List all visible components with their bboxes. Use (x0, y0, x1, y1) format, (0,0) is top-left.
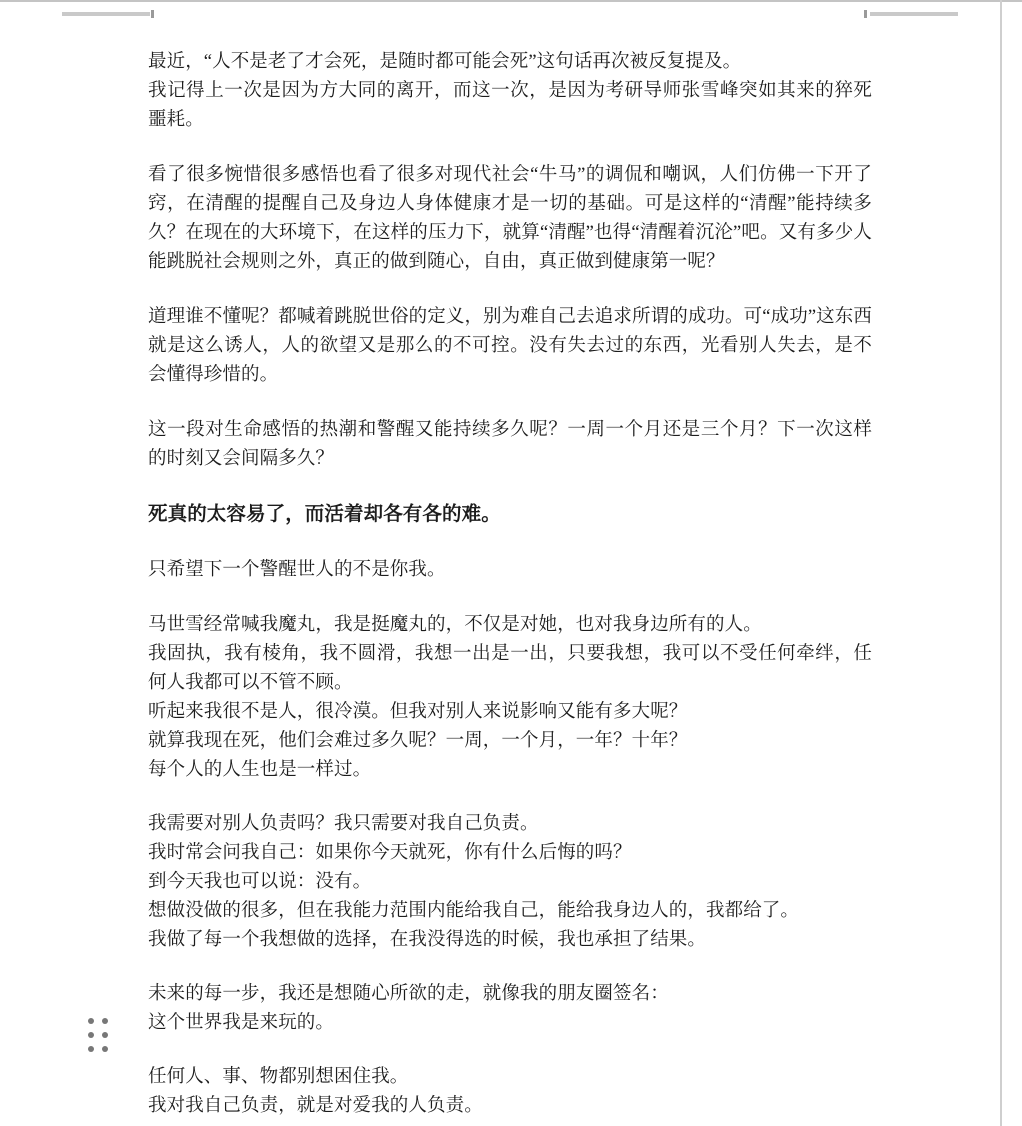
paragraph (148, 48, 872, 135)
grip-dot (102, 1018, 108, 1024)
document-text-body[interactable] (148, 48, 872, 1121)
text-line: 每个人的人生也是一样过。 (148, 760, 372, 780)
paragraph-emphasis (148, 500, 872, 529)
text-line: 任何人、事、物都别想困住我。 (148, 1067, 409, 1087)
margin-marker-bar (870, 12, 958, 16)
text-line: 想做没做的很多，但在我能力范围内能给我自己，能给我身边人的，我都给了。 (148, 901, 800, 921)
grip-dot (88, 1046, 94, 1052)
grip-dot (102, 1032, 108, 1038)
paragraph (148, 611, 872, 785)
text-line: 马世雪经常喊我魔丸，我是挺魔丸的，不仅是对她，也对我身边所有的人。 (148, 615, 762, 635)
paragraph (148, 416, 872, 474)
grip-dot (102, 1046, 108, 1052)
text-line: 我做了每一个我想做的选择，在我没得选的时候，我也承担了结果。 (148, 930, 707, 950)
text-line: 就算我现在死，他们会难过多久呢？一周，一个月，一年？十年？ (148, 731, 688, 751)
drag-handle-icon[interactable] (88, 1018, 110, 1052)
text-line: 只希望下一个警醒世人的不是你我。 (148, 560, 446, 580)
text-line: 我需要对别人负责吗？我只需要对我自己负责。 (148, 814, 539, 834)
text-line: 看了很多惋惜很多感悟也看了很多对现代社会“牛马”的调侃和嘲讽，人们仿佛一下开了窍，在清醒的提醒自己及身边人身体健康才是一切的基础。可是这样的“清醒”能持续多久？在现在的大环境下，在这样的压力下，就算“清醒”也得“清醒着沉沦”吧。又有多少人能跳脱社会规则之外，真正的做到随心，自由，真正做到健康第一呢？ (148, 165, 872, 272)
text-line: 我对我自己负责，就是对爱我的人负责。 (148, 1096, 483, 1116)
paragraph (148, 303, 872, 390)
text-line: 我记得上一次是因为方大同的离开，而这一次，是因为考研导师张雪峰突如其来的猝死噩耗。 (148, 81, 872, 130)
margin-marker-tick (151, 10, 154, 18)
text-line: 听起来我很不是人，很冷漠。但我对别人来说影响又能有多大呢？ (148, 702, 688, 722)
top-divider-rule (0, 0, 1022, 2)
text-line: 道理谁不懂呢？都喊着跳脱世俗的定义，别为难自己去追求所谓的成功。可“成功”这东西就是这么诱人，人的欲望又是那么的不可控。没有失去过的东西，光看别人失去，是不会懂得珍惜的。 (148, 307, 872, 385)
margin-marker-tick (864, 10, 867, 18)
text-line: 我时常会问我自己：如果你今天就死，你有什么后悔的吗？ (148, 843, 632, 863)
text-line: 我固执，我有棱角，我不圆滑，我想一出是一出，只要我想，我可以不受任何牵绊，任何人我都可以不管不顾。 (148, 644, 872, 693)
margin-marker-bar (62, 12, 150, 16)
paragraph (148, 556, 872, 585)
right-frame-rule (1000, 0, 1002, 1126)
text-line: 未来的每一步，我还是想随心所欲的走，就像我的朋友圈签名： (148, 984, 669, 1004)
text-line: 这个世界我是来玩的。 (148, 1013, 335, 1033)
text-line: 到今天我也可以说：没有。 (148, 872, 372, 892)
text-line: 这一段对生命感悟的热潮和警醒又能持续多久呢？一周一个月还是三个月？下一次这样的时刻又会间隔多久？ (148, 420, 872, 469)
grip-dot (88, 1018, 94, 1024)
paragraph (148, 980, 872, 1038)
left-margin-marker[interactable] (62, 10, 154, 16)
text-line: 死真的太容易了，而活着却各有各的难。 (148, 504, 501, 525)
right-margin-marker[interactable] (864, 10, 956, 16)
paragraph (148, 810, 872, 955)
paragraph (148, 161, 872, 277)
grip-dot (88, 1032, 94, 1038)
paragraph (148, 1063, 872, 1121)
text-line: 最近，“人不是老了才会死，是随时都可能会死”这句话再次被反复提及。 (148, 52, 742, 72)
